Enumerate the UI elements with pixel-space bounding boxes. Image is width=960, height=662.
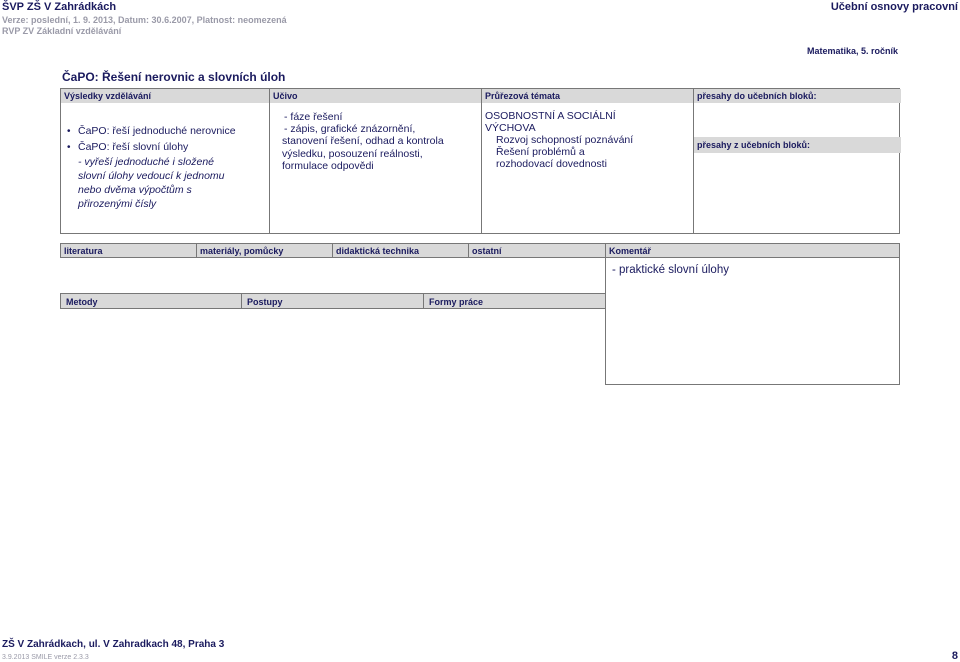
- forms-header: Formy práce: [423, 293, 606, 309]
- comment-box: [605, 258, 900, 385]
- result-subtext-line: přirozenými čísly: [78, 198, 157, 210]
- rvp-info: RVP ZV Základní vzdělávání: [2, 26, 122, 36]
- technology-header: didaktická technika: [332, 243, 469, 258]
- comment-text: - praktické slovní úlohy: [612, 264, 729, 276]
- curriculum-line: výsledku, posouzení reálnosti,: [282, 147, 423, 160]
- curriculum-line: - fáze řešení: [284, 111, 343, 123]
- materials-header: materiály, pomůcky: [196, 243, 333, 258]
- results-header: Výsledky vzdělávání: [61, 89, 269, 103]
- result-text: ČaPO: řeší slovní úlohy: [78, 141, 189, 153]
- results-column: [61, 89, 270, 233]
- themes-header: Průřezová témata: [482, 89, 693, 103]
- result-item: [61, 125, 269, 138]
- curriculum-line: - zápis, grafické znázornění,: [284, 123, 416, 135]
- version-info: Verze: poslední, 1. 9. 2013, Datum: 30.6.2007, Platnost: neomezená: [2, 15, 287, 25]
- school-address: ZŠ V Zahrádkach, ul. V Zahradkach 48, Praha 3: [2, 639, 225, 650]
- theme-line: Rozvoj schopností poznávání: [496, 134, 634, 146]
- overlaps-column: [694, 89, 901, 233]
- other-header: ostatní: [468, 243, 606, 258]
- result-subtext: [61, 155, 269, 211]
- plan-title: Učební osnovy pracovní: [830, 1, 958, 13]
- theme-line: Řešení problémů a: [496, 146, 585, 158]
- steps-header: Postupy: [241, 293, 424, 309]
- theme-line: OSOBNOSTNÍ A SOCIÁLNÍ: [485, 110, 616, 122]
- topic-title: ČaPO: Řešení nerovnic a slovních úloh: [62, 70, 286, 84]
- methods-header: Metody: [60, 293, 242, 309]
- theme-line: rozhodovací dovednosti: [496, 158, 607, 170]
- curriculum-table: [60, 88, 900, 234]
- result-text: ČaPO: řeší jednoduché nerovnice: [78, 125, 236, 137]
- subject-grade: Matematika, 5. ročník: [806, 46, 898, 56]
- page-number: 8: [951, 650, 958, 662]
- overlaps-to-header: přesahy do učebních bloků:: [694, 89, 901, 103]
- curriculum-line: formulace odpovědi: [282, 160, 374, 172]
- result-subtext-line: - vyřeší jednoduché i složené: [78, 156, 214, 168]
- theme-line: VÝCHOVA: [485, 122, 536, 134]
- curriculum-column: [270, 89, 482, 233]
- literature-header: literatura: [60, 243, 197, 258]
- themes-column: [482, 89, 694, 233]
- bullet-icon: •: [67, 126, 71, 137]
- smile-version: 3.9.2013 SMILE verze 2.3.3: [2, 654, 89, 661]
- result-subtext-line: nebo dvěma výpočtům s: [78, 184, 192, 196]
- result-item: [61, 141, 269, 154]
- comment-header: Komentář: [605, 243, 900, 258]
- resources-table: [60, 243, 900, 323]
- school-title: ŠVP ZŠ V Zahrádkách: [2, 1, 117, 13]
- curriculum-line: stanovení řešení, odhad a kontrola: [282, 135, 444, 147]
- result-subtext-line: slovní úlohy vedoucí k jednomu: [78, 170, 225, 182]
- curriculum-header: Učivo: [270, 89, 481, 103]
- bullet-icon: •: [67, 142, 71, 153]
- overlaps-from-header: přesahy z učebních bloků:: [694, 137, 901, 153]
